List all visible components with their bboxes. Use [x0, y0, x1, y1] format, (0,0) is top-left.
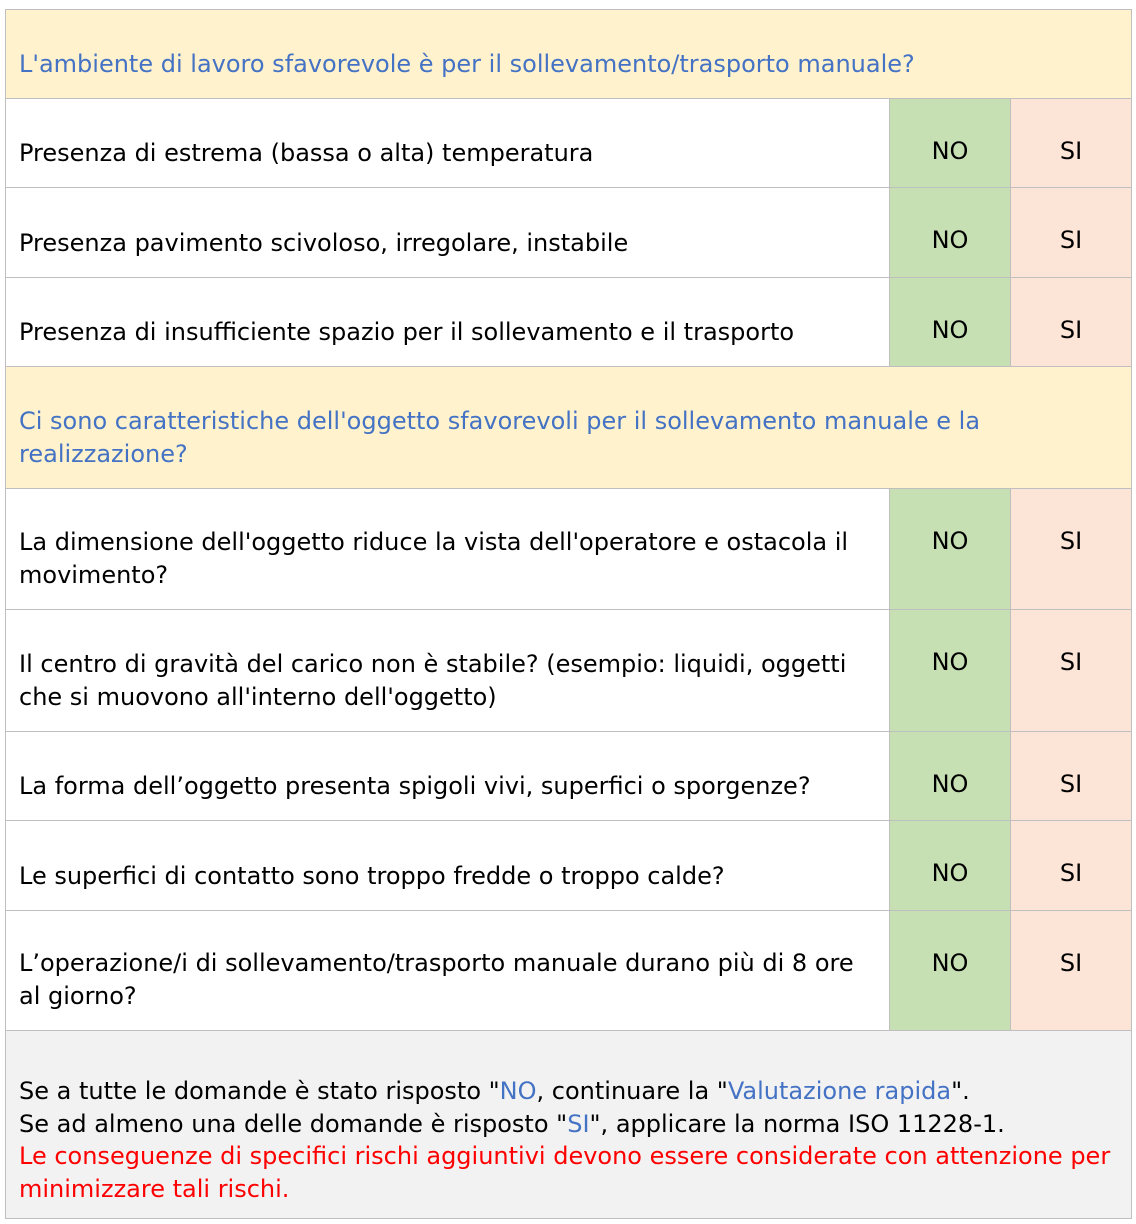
instruction-text: ", applicare la norma ISO 11228-1.	[589, 1109, 1005, 1138]
instruction-text: Se a tutte le domande è stato risposto "	[19, 1077, 500, 1105]
section1-header: L'ambiente di lavoro sfavorevole è per il sollevamento/trasporto manuale?	[6, 10, 1132, 99]
section2-header: Ci sono caratteristiche dell'oggetto sfavorevoli per il sollevamento manuale e la realizzazione?	[6, 367, 1132, 489]
question-row	[6, 911, 1132, 1031]
answer-si-button[interactable]: SI	[1011, 911, 1132, 1031]
answer-no-button[interactable]: NO	[890, 732, 1011, 821]
answer-no-button[interactable]: NO	[890, 188, 1011, 278]
instruction-text: ".	[951, 1077, 970, 1105]
question-row	[6, 188, 1132, 278]
question-text: Presenza di insufficiente spazio per il sollevamento e il trasporto	[6, 278, 890, 367]
answer-si-button[interactable]: SI	[1011, 188, 1132, 278]
answer-si-button[interactable]: SI	[1011, 732, 1132, 821]
instruction-si-keyword: SI	[567, 1109, 590, 1138]
answer-no-button[interactable]: NO	[890, 911, 1011, 1031]
answer-no-button[interactable]: NO	[890, 278, 1011, 367]
warning-text: Le conseguenze di specifici rischi aggiuntivi devono essere considerate con attenzione per minimizzare tali rischi.	[19, 1142, 1111, 1203]
question-text: Le superfici di contatto sono troppo fredde o troppo calde?	[6, 821, 890, 911]
question-text: La forma dell’oggetto presenta spigoli vivi, superfici o sporgenze?	[6, 732, 890, 821]
instruction-line-si	[19, 1108, 1118, 1141]
instructions-row	[6, 1031, 1132, 1219]
question-text: La dimensione dell'oggetto riduce la vista dell'operatore e ostacola il movimento?	[6, 489, 890, 610]
question-row	[6, 610, 1132, 732]
answer-no-button[interactable]: NO	[890, 821, 1011, 911]
instructions-note	[6, 1031, 1132, 1219]
question-row	[6, 99, 1132, 188]
instruction-text: , continuare la "	[536, 1077, 728, 1105]
answer-si-button[interactable]: SI	[1011, 821, 1132, 911]
section-header-row	[6, 367, 1132, 489]
question-text: Presenza pavimento scivoloso, irregolare, instabile	[6, 188, 890, 278]
answer-si-button[interactable]: SI	[1011, 489, 1132, 610]
answer-si-button[interactable]: SI	[1011, 610, 1132, 732]
instruction-line-no	[19, 1075, 1118, 1108]
question-text: L’operazione/i di sollevamento/trasporto manuale durano più di 8 ore al giorno?	[6, 911, 890, 1031]
question-row	[6, 821, 1132, 911]
question-row	[6, 278, 1132, 367]
answer-no-button[interactable]: NO	[890, 99, 1011, 188]
instruction-text: Se ad almeno una delle domande è risposto "	[19, 1109, 568, 1138]
answer-si-button[interactable]: SI	[1011, 278, 1132, 367]
answer-no-button[interactable]: NO	[890, 610, 1011, 732]
question-text: Il centro di gravità del carico non è stabile? (esempio: liquidi, oggetti che si muovono all'interno dell'oggetto)	[6, 610, 890, 732]
question-row	[6, 489, 1132, 610]
answer-si-button[interactable]: SI	[1011, 99, 1132, 188]
question-text: Presenza di estrema (bassa o alta) temperatura	[6, 99, 890, 188]
instruction-no-keyword: NO	[499, 1077, 537, 1105]
question-row	[6, 732, 1132, 821]
answer-no-button[interactable]: NO	[890, 489, 1011, 610]
risk-checklist-table	[5, 9, 1132, 1219]
quick-assessment-reference: Valutazione rapida	[727, 1077, 952, 1105]
section-header-row	[6, 10, 1132, 99]
